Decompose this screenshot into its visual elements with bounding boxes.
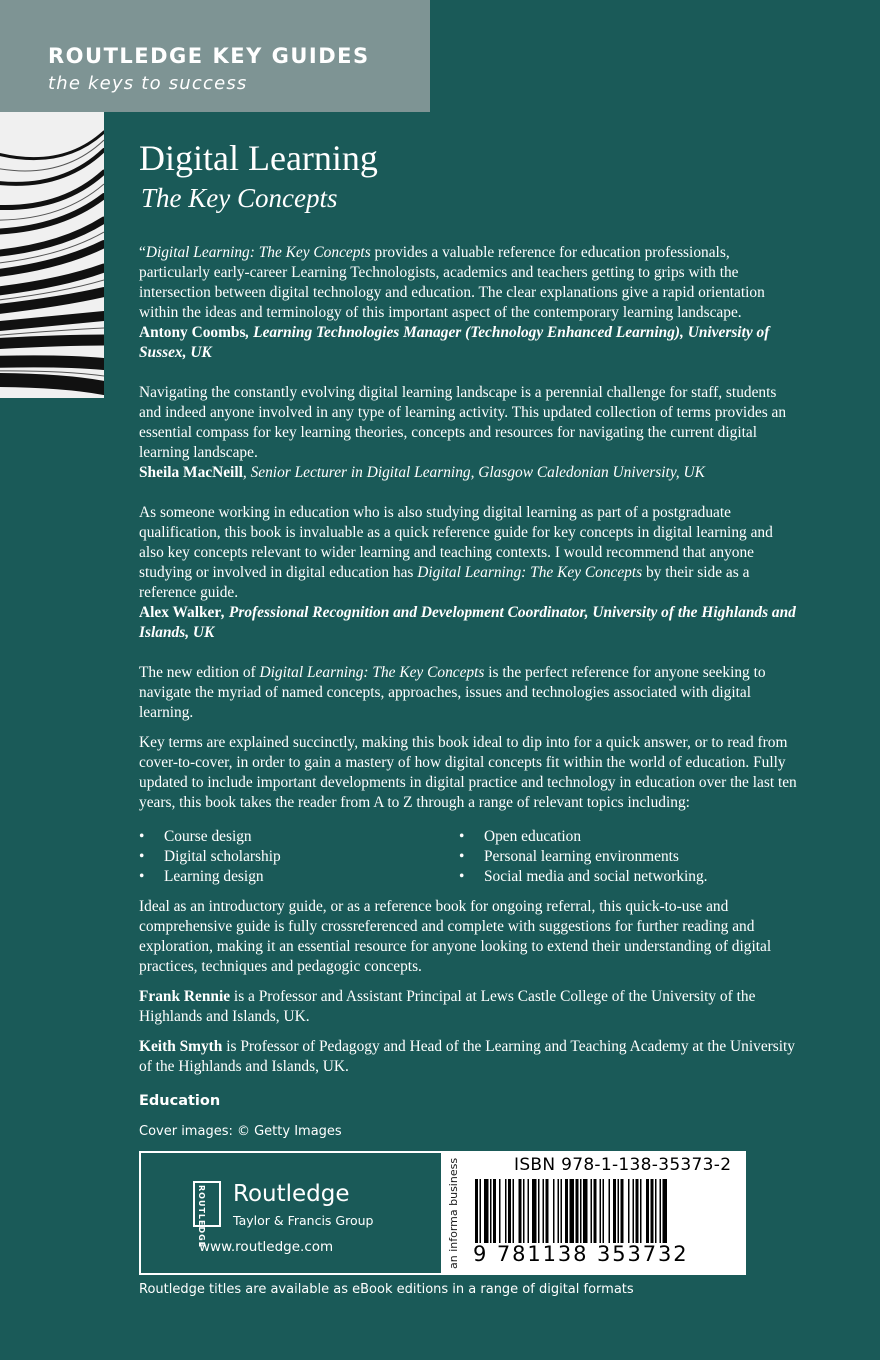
quote-text: provides a valuable reference for education professionals, particularly early-career Learning Technologists, academics and teachers getting to grips with the intersection between digital technology and education. The clear explanations give a rapid orientation within the ideas and terminology of this important aspect of the contemporary learning landscape.	[139, 244, 765, 321]
endorser-role: , Professional Recognition and Development Coordinator, University of the Highlands and Islands, UK	[139, 604, 796, 641]
logo-mark-text: ROUTLEDGE	[197, 1185, 206, 1249]
topic-item: • Learning design	[139, 867, 459, 887]
quote-mark: “	[139, 244, 146, 261]
endorsement-attribution	[139, 323, 799, 363]
routledge-logo-icon	[193, 1181, 221, 1249]
series-band	[0, 0, 430, 112]
author-name: Frank Rennie	[139, 988, 231, 1005]
description-book-title: Digital Learning: The Key Concepts	[259, 664, 485, 681]
series-tagline: the keys to success	[48, 73, 248, 94]
book-pages-image	[0, 112, 104, 398]
endorser-name: Antony Coombs	[139, 324, 246, 341]
description-paragraph: Key terms are explained succinctly, making this book ideal to dip into for a quick answer, or to read from cover-to-cover, in order to gain a mastery of how digital concepts fit within the world of education. Fully updated to include important developments in digital practice and technology in education over the last ten years, this book takes the reader from A to Z through a range of relevant topics including:	[139, 734, 797, 811]
description-text: is the perfect reference for anyone seeking to navigate the myriad of named concepts, approaches, issues and technologies associated with digital learning.	[139, 664, 766, 721]
endorsement-attribution	[139, 603, 799, 643]
barcode-box	[465, 1151, 746, 1275]
description-paragraph: Ideal as an introductory guide, or as a reference book for ongoing referral, this quick-to-use and comprehensive guide is fully crossreferenced and complete with suggestions for further reading and exploration, making it an essential resource for anyone looking to extend their understanding of digital practices, techniques and pedagogic concepts.	[139, 898, 772, 975]
publisher-group: Taylor & Francis Group	[233, 1213, 374, 1228]
cover-credit: Cover images: © Getty Images	[139, 1124, 342, 1139]
topic-item: • Social media and social networking.	[459, 867, 708, 887]
endorsement-quote	[139, 503, 799, 603]
author-bio-text: is a Professor and Assistant Principal at Lews Castle College of the University of the Highlands and Islands, UK.	[139, 988, 756, 1025]
description-paragraph	[139, 663, 799, 723]
quote-text: by their side as a reference guide.	[139, 564, 750, 601]
ebook-note: Routledge titles are available as eBook editions in a range of digital formats	[139, 1282, 634, 1297]
publisher-name: Routledge	[233, 1181, 350, 1207]
informa-text: an informa business	[447, 1157, 460, 1269]
back-cover-text	[139, 243, 799, 1111]
publisher-box	[139, 1151, 443, 1275]
endorsement-quote: Navigating the constantly evolving digital learning landscape is a perennial challenge for staff, students and indeed anyone involved in any type of learning activity. This updated collection of terms provides an essential compass for key learning theories, concepts and resources for navigating the current digital learning landscape.	[139, 384, 787, 461]
informa-tab	[443, 1151, 465, 1275]
topic-item: • Digital scholarship	[139, 847, 459, 867]
topic-column-right	[459, 827, 708, 887]
author-name: Keith Smyth	[139, 1038, 223, 1055]
endorser-role: , Learning Technologies Manager (Technology Enhanced Learning), University of Sussex, UK	[139, 324, 770, 361]
endorsement-attribution	[139, 463, 799, 483]
quote-book-title: Digital Learning: The Key Concepts	[145, 244, 371, 261]
topic-list	[139, 827, 799, 887]
quote-text: As someone working in education who is also studying digital learning as part of a postgraduate qualification, this book is invaluable as a quick reference guide for key concepts in digital learning and also key concepts relevant to wider learning and teaching contexts. I would recommend that anyone studying or involved in digital education has	[139, 504, 773, 581]
topic-item: • Open education	[459, 827, 708, 847]
subject-category: Education	[139, 1093, 221, 1109]
topic-item: • Course design	[139, 827, 459, 847]
book-subtitle: The Key Concepts	[141, 183, 338, 213]
endorser-role: , Senior Lecturer in Digital Learning, Glasgow Caledonian University, UK	[242, 464, 705, 481]
isbn-label: ISBN 978-1-138-35373-2	[514, 1155, 732, 1175]
topic-column-left	[139, 827, 459, 887]
endorser-name: Sheila MacNeill	[139, 464, 243, 481]
barcode-digits: 9 781138 353732	[473, 1242, 689, 1266]
series-title: ROUTLEDGE KEY GUIDES	[48, 44, 370, 68]
description-text: The new edition of	[139, 664, 260, 681]
topic-item: • Personal learning environments	[459, 847, 708, 867]
endorsement-quote	[139, 243, 799, 323]
author-bio	[139, 1037, 799, 1077]
author-bio	[139, 987, 799, 1027]
author-bio-text: is Professor of Pedagogy and Head of the Learning and Teaching Academy at the University of the Highlands and Islands, UK.	[139, 1038, 796, 1075]
barcode-icon	[475, 1179, 739, 1243]
book-title: Digital Learning	[139, 138, 378, 178]
quote-book-title: Digital Learning: The Key Concepts	[417, 564, 643, 581]
publisher-url: www.routledge.com	[199, 1239, 334, 1255]
endorser-name: Alex Walker	[139, 604, 222, 621]
